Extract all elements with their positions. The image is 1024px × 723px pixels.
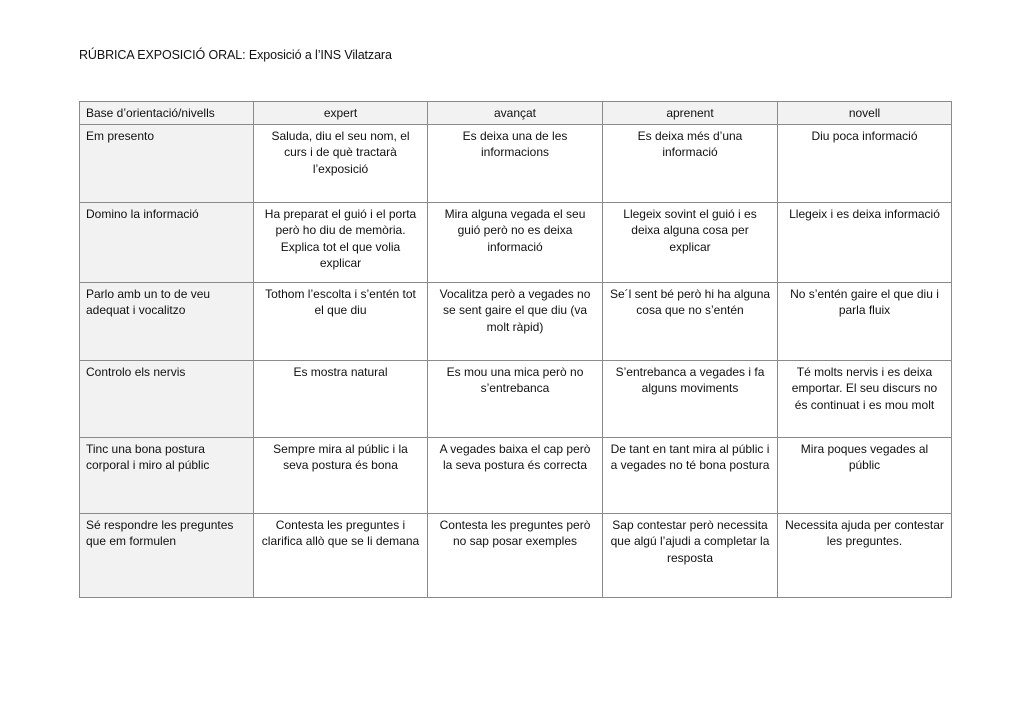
header-novell: novell (778, 102, 952, 125)
avancat-cell: Mira alguna vegada el seu guió però no es deixa informació (428, 202, 603, 282)
criterion-cell: Domino la informació (80, 202, 254, 282)
avancat-cell: Vocalitza però a vegades no se sent gaire el que diu (va molt ràpid) (428, 282, 603, 360)
novell-cell: Llegeix i es deixa informació (778, 202, 952, 282)
document-title: RÚBRICA EXPOSICIÓ ORAL: Exposició a l’INS Vilatzara (79, 48, 392, 62)
header-avancat: avançat (428, 102, 603, 125)
novell-cell: No s’entén gaire el que diu i parla fluix (778, 282, 952, 360)
table-row (80, 513, 952, 597)
expert-cell: Es mostra natural (254, 360, 428, 437)
avancat-cell: Es deixa una de les informacions (428, 124, 603, 202)
expert-cell: Ha preparat el guió i el porta però ho diu de memòria. Explica tot el que volia explicar (254, 202, 428, 282)
table-row (80, 437, 952, 513)
header-expert: expert (254, 102, 428, 125)
table-header-row (80, 102, 952, 125)
aprenent-cell: De tant en tant mira al públic i a vegades no té bona postura (603, 437, 778, 513)
rubric-table (79, 101, 952, 598)
expert-cell: Contesta les preguntes i clarifica allò que se li demana (254, 513, 428, 597)
aprenent-cell: Se´l sent bé però hi ha alguna cosa que no s’entén (603, 282, 778, 360)
novell-cell: Diu poca informació (778, 124, 952, 202)
novell-cell: Mira poques vegades al públic (778, 437, 952, 513)
table-row (80, 202, 952, 282)
expert-cell: Saluda, diu el seu nom, el curs i de què tractarà l’exposició (254, 124, 428, 202)
aprenent-cell: Sap contestar però necessita que algú l’ajudi a completar la resposta (603, 513, 778, 597)
header-criteria: Base d’orientació/nivells (80, 102, 254, 125)
avancat-cell: A vegades baixa el cap però la seva postura és correcta (428, 437, 603, 513)
table-row (80, 124, 952, 202)
novell-cell: Té molts nervis i es deixa emportar. El seu discurs no és continuat i es mou molt (778, 360, 952, 437)
aprenent-cell: Llegeix sovint el guió i es deixa alguna cosa per explicar (603, 202, 778, 282)
aprenent-cell: Es deixa més d’una informació (603, 124, 778, 202)
avancat-cell: Es mou una mica però no s’entrebanca (428, 360, 603, 437)
criterion-cell: Sé respondre les preguntes que em formulen (80, 513, 254, 597)
aprenent-cell: S’entrebanca a vegades i fa alguns moviments (603, 360, 778, 437)
criterion-cell: Parlo amb un to de veu adequat i vocalitzo (80, 282, 254, 360)
criterion-cell: Controlo els nervis (80, 360, 254, 437)
expert-cell: Tothom l’escolta i s’entén tot el que diu (254, 282, 428, 360)
expert-cell: Sempre mira al públic i la seva postura és bona (254, 437, 428, 513)
avancat-cell: Contesta les preguntes però no sap posar exemples (428, 513, 603, 597)
criterion-cell: Tinc una bona postura corporal i miro al públic (80, 437, 254, 513)
header-aprenent: aprenent (603, 102, 778, 125)
novell-cell: Necessita ajuda per contestar les preguntes. (778, 513, 952, 597)
table-row (80, 282, 952, 360)
criterion-cell: Em presento (80, 124, 254, 202)
table-row (80, 360, 952, 437)
